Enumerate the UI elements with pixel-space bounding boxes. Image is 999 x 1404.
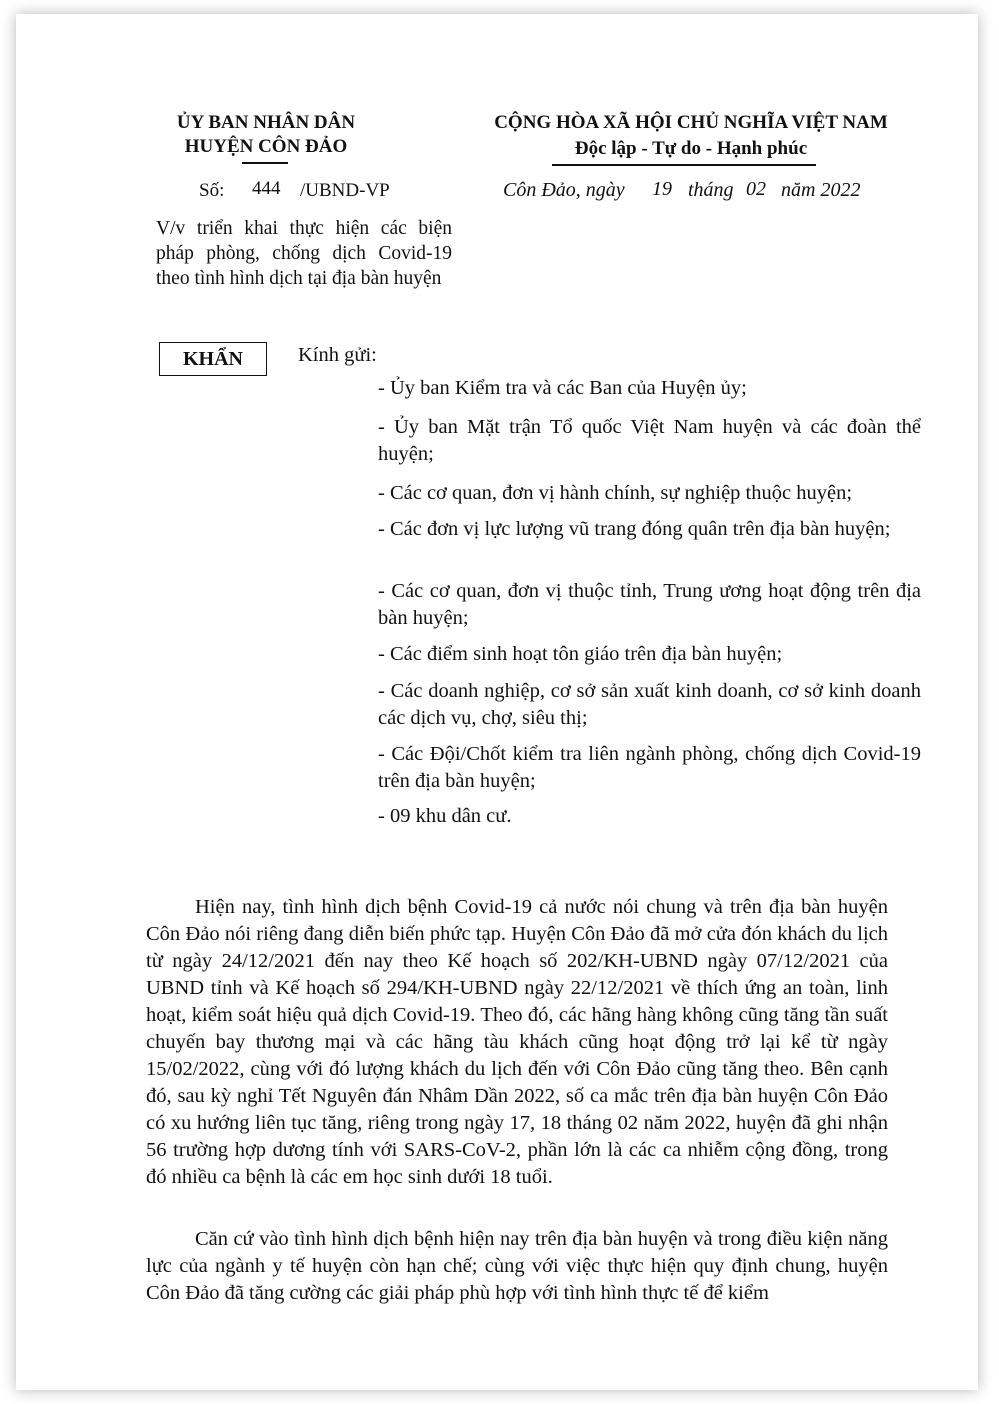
document-page [16,14,978,1390]
date-day: 19 [652,178,672,200]
recipient-item: - Ủy ban Kiểm tra và các Ban của Huyện ủy; [378,377,747,399]
national-motto: Độc lập - Tự do - Hạnh phúc [574,138,808,159]
recipient-item: - Các đơn vị lực lượng vũ trang đóng quân trên địa bàn huyện; [378,518,891,540]
body-paragraph: Căn cứ vào tình hình dịch bệnh hiện nay trên địa bàn huyện và trong điều kiện năng lực của ngành y tế huyện còn hạn chế; cùng với việc thực hiện quy định chung, huyện Côn Đảo đã tăng cường các giải pháp phù hợp với tình hình thực tế để kiểm [146,1228,888,1304]
date-month-label: tháng [688,179,734,201]
issuer-name-line2: HUYỆN CÔN ĐẢO [184,136,348,157]
salutation: Kính gửi: [298,344,377,366]
document-subject: V/v triển khai thực hiện các biện pháp phòng, chống dịch Covid-19 theo tình hình dịch tại địa bàn huyện [156,218,452,289]
national-title: CỘNG HÒA XÃ HỘI CHỦ NGHĨA VIỆT NAM [494,112,888,133]
date-month: 02 [746,178,766,200]
motto-underline [552,164,816,166]
recipient-item: - Các doanh nghiệp, cơ sở sản xuất kinh doanh, cơ sở kinh doanh các dịch vụ, chợ, siêu thị; [378,680,921,729]
recipient-item: - Các Đội/Chốt kiểm tra liên ngành phòng, chống dịch Covid-19 trên địa bàn huyện; [378,743,921,792]
date-year: năm 2022 [781,179,861,201]
urgent-stamp: KHẨN [159,342,267,376]
recipient-item: - Ủy ban Mặt trận Tổ quốc Việt Nam huyện và các đoàn thể huyện; [378,416,921,465]
document-number: 444 [252,178,281,199]
issuer-underline [242,162,288,164]
recipient-item: - 09 khu dân cư. [378,805,512,827]
date-place: Côn Đảo, ngày [503,179,625,201]
document-number-suffix: /UBND-VP [300,180,390,201]
document-number-prefix: Số: [199,180,225,201]
issuer-name-line1: ỦY BAN NHÂN DÂN [176,112,356,133]
recipient-item: - Các cơ quan, đơn vị hành chính, sự nghiệp thuộc huyện; [378,482,853,504]
recipient-item: - Các cơ quan, đơn vị thuộc tỉnh, Trung ương hoạt động trên địa bàn huyện; [378,580,921,629]
recipient-item: - Các điểm sinh hoạt tôn giáo trên địa bàn huyện; [378,643,783,665]
body-paragraph: Hiện nay, tình hình dịch bệnh Covid-19 cả nước nói chung và trên địa bàn huyện Côn Đảo nói riêng đang diễn biến phức tạp. Huyện Côn Đảo đã mở cửa đón khách du lịch từ ngày 24/12/2021 đến nay theo Kế hoạch số 202/KH-UBND ngày 07/12/2021 của UBND tỉnh và Kế hoạch số 294/KH-UBND ngày 22/12/2021 về thích ứng an toàn, linh hoạt, kiểm soát hiệu quả dịch Covid-19. Theo đó, các hãng hàng không cũng tăng tần suất chuyến bay thương mại và các hãng tàu khách cũng hoạt động trở lại kể từ ngày 15/02/2022, cùng với đó lượng khách du lịch đến với Côn Đảo cũng tăng theo. Bên cạnh đó, sau kỳ nghỉ Tết Nguyên đán Nhâm Dần 2022, số ca mắc trên địa bàn huyện Côn Đảo có xu hướng liên tục tăng, riêng trong ngày 17, 18 tháng 02 năm 2022, huyện đã ghi nhận 56 trường hợp dương tính với SARS-CoV-2, phần lớn là các ca nhiễm cộng đồng, trong đó nhiều ca bệnh là các em học sinh dưới 18 tuổi. [146,896,888,1188]
